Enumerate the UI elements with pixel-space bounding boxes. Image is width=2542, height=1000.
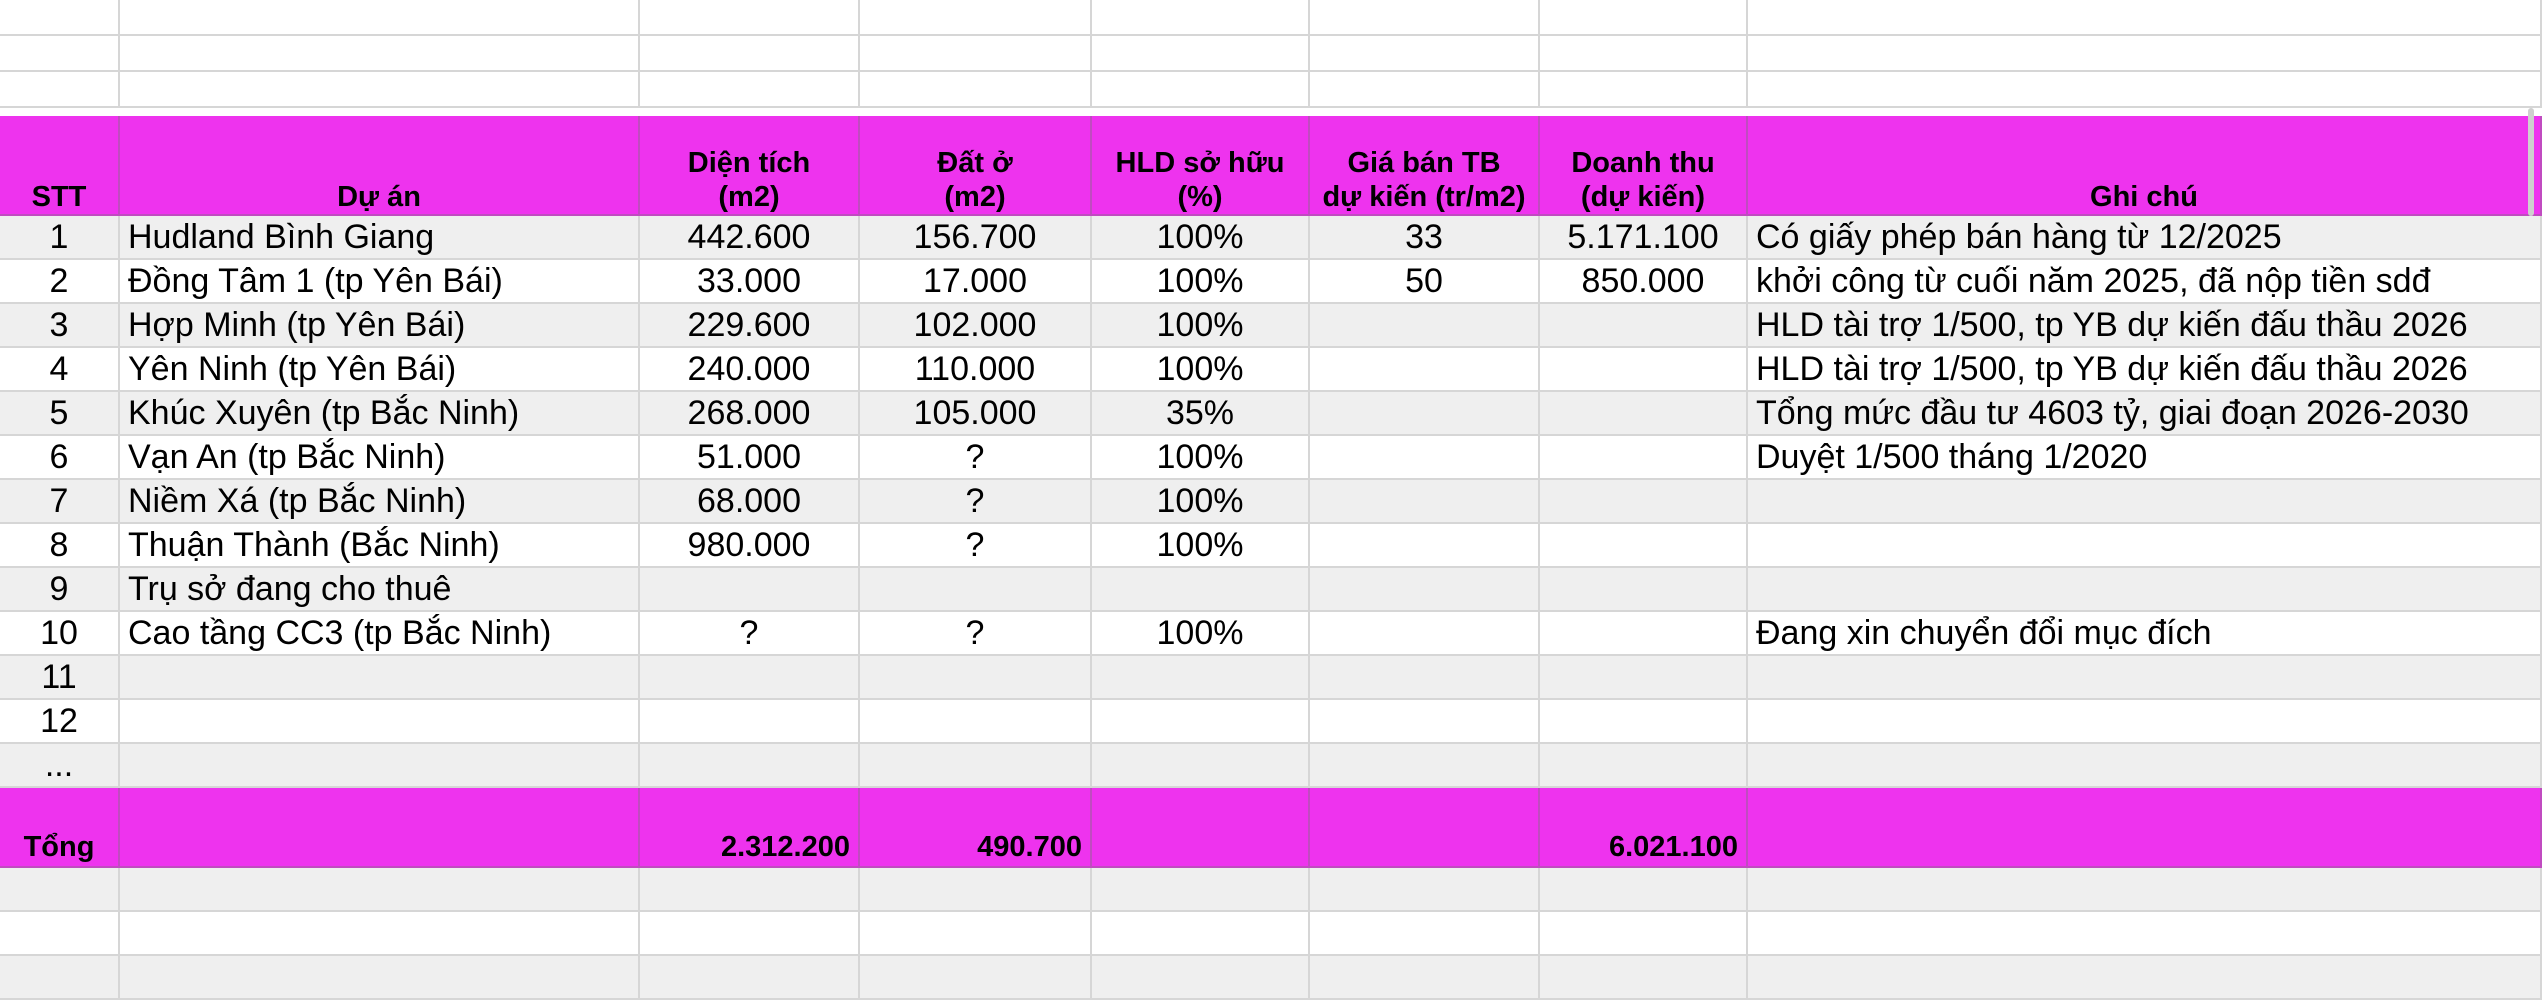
empty-cell[interactable]	[640, 36, 860, 72]
cell-ownership[interactable]	[1092, 348, 1310, 392]
header-cell-ownership[interactable]	[1092, 116, 1310, 216]
total-row	[0, 788, 2542, 868]
header-cell-price[interactable]	[1310, 116, 1540, 216]
cell-revenue-text: 5.171.100	[1567, 218, 1719, 256]
empty-cell[interactable]	[1748, 0, 2542, 36]
cell-area-text: 51.000	[697, 438, 801, 476]
total-cell-residential[interactable]	[860, 788, 1092, 868]
table-row	[0, 392, 2542, 436]
cell-residential-text: ?	[965, 438, 985, 476]
empty-cell[interactable]	[860, 72, 1092, 108]
table-row	[0, 700, 2542, 744]
cell-area-text: 68.000	[697, 482, 801, 520]
cell-price[interactable]	[1310, 348, 1540, 392]
empty-cell[interactable]	[640, 912, 860, 956]
cell-price[interactable]	[1310, 744, 1540, 788]
cell-note[interactable]	[1748, 612, 2542, 656]
table-row	[0, 304, 2542, 348]
cell-project[interactable]	[120, 568, 640, 612]
cell-project[interactable]	[120, 348, 640, 392]
table-row	[0, 216, 2542, 260]
cell-project[interactable]	[120, 436, 640, 480]
empty-cell[interactable]	[1092, 956, 1310, 1000]
cell-stt[interactable]	[0, 700, 120, 744]
cell-stt[interactable]	[0, 436, 120, 480]
cell-project[interactable]	[120, 744, 640, 788]
cell-residential[interactable]	[860, 524, 1092, 568]
empty-cell[interactable]	[1092, 72, 1310, 108]
cell-ownership[interactable]	[1092, 612, 1310, 656]
cell-ownership[interactable]	[1092, 260, 1310, 304]
empty-cell[interactable]	[1540, 0, 1748, 36]
total-cell-revenue[interactable]	[1540, 788, 1748, 868]
cell-residential-text: ?	[965, 526, 985, 564]
total-cell-revenue-text: 6.021.100	[1608, 831, 1738, 863]
cell-ownership[interactable]	[1092, 304, 1310, 348]
cell-revenue[interactable]	[1540, 436, 1748, 480]
cell-area[interactable]	[640, 700, 860, 744]
header-cell-stt-text: STT	[31, 181, 87, 213]
empty-cell[interactable]	[1310, 912, 1540, 956]
empty-cell[interactable]	[1540, 36, 1748, 72]
empty-cell[interactable]	[860, 0, 1092, 36]
header-cell-ownership-text: HLD sở hữu (%)	[1115, 147, 1285, 213]
cell-note-text: HLD tài trợ 1/500, tp YB dự kiến đấu thầu 2026	[1756, 306, 2468, 344]
cell-project[interactable]	[120, 392, 640, 436]
cell-project[interactable]	[120, 524, 640, 568]
cell-area[interactable]	[640, 260, 860, 304]
cell-note[interactable]	[1748, 392, 2542, 436]
cell-revenue[interactable]	[1540, 524, 1748, 568]
cell-area-text: 33.000	[697, 262, 801, 300]
empty-cell[interactable]	[1748, 36, 2542, 72]
cell-residential[interactable]	[860, 744, 1092, 788]
header-cell-project[interactable]	[120, 116, 640, 216]
cell-revenue[interactable]	[1540, 348, 1748, 392]
cell-price[interactable]	[1310, 392, 1540, 436]
cell-revenue[interactable]	[1540, 260, 1748, 304]
cell-area[interactable]	[640, 568, 860, 612]
cell-note-text: Đang xin chuyển đổi mục đích	[1756, 614, 2212, 652]
cell-project[interactable]	[120, 700, 640, 744]
cell-residential[interactable]	[860, 392, 1092, 436]
cell-area-text: 268.000	[687, 394, 811, 432]
empty-cell[interactable]	[1748, 912, 2542, 956]
cell-stt[interactable]	[0, 304, 120, 348]
cell-stt-text: 1	[49, 218, 69, 256]
cell-project-text: Trụ sở đang cho thuê	[128, 570, 452, 608]
total-cell-project[interactable]	[120, 788, 640, 868]
cell-area-text: 980.000	[687, 526, 811, 564]
empty-cell[interactable]	[1310, 0, 1540, 36]
cell-revenue[interactable]	[1540, 700, 1748, 744]
cell-stt-text: 8	[49, 526, 69, 564]
header-row	[0, 116, 2542, 216]
empty-cell[interactable]	[640, 956, 860, 1000]
cell-stt[interactable]	[0, 348, 120, 392]
empty-row	[0, 72, 2542, 108]
cell-residential[interactable]	[860, 216, 1092, 260]
header-cell-area-text: Diện tích (m2)	[687, 147, 811, 213]
cell-price[interactable]	[1310, 568, 1540, 612]
empty-row	[0, 912, 2542, 956]
cell-note[interactable]	[1748, 348, 2542, 392]
table-row	[0, 744, 2542, 788]
cell-stt[interactable]	[0, 392, 120, 436]
empty-cell[interactable]	[1748, 72, 2542, 108]
cell-ownership[interactable]	[1092, 700, 1310, 744]
total-cell-residential-text: 490.700	[977, 831, 1082, 863]
cell-stt[interactable]	[0, 612, 120, 656]
cell-project-text: Vạn An (tp Bắc Ninh)	[128, 438, 446, 476]
cell-project[interactable]	[120, 656, 640, 700]
cell-stt-text: 3	[49, 306, 69, 344]
cell-residential-text: 17.000	[923, 262, 1027, 300]
cell-revenue[interactable]	[1540, 744, 1748, 788]
total-cell-note[interactable]	[1748, 788, 2542, 868]
empty-cell[interactable]	[1540, 72, 1748, 108]
cell-area[interactable]	[640, 524, 860, 568]
cell-price[interactable]	[1310, 612, 1540, 656]
total-cell-area-text: 2.312.200	[720, 831, 850, 863]
empty-cell[interactable]	[1310, 72, 1540, 108]
empty-cell[interactable]	[1092, 0, 1310, 36]
cell-note[interactable]	[1748, 568, 2542, 612]
empty-cell[interactable]	[0, 956, 120, 1000]
cell-price[interactable]	[1310, 436, 1540, 480]
empty-row	[0, 36, 2542, 72]
cell-residential[interactable]	[860, 612, 1092, 656]
total-cell-stt[interactable]	[0, 788, 120, 868]
cell-area[interactable]	[640, 656, 860, 700]
cell-project-text: Thuận Thành (Bắc Ninh)	[128, 526, 500, 564]
cell-stt[interactable]	[0, 216, 120, 260]
header-cell-revenue[interactable]	[1540, 116, 1748, 216]
header-cell-stt[interactable]	[0, 116, 120, 216]
total-cell-ownership[interactable]	[1092, 788, 1310, 868]
empty-cell[interactable]	[860, 912, 1092, 956]
cell-area-text: 442.600	[687, 218, 811, 256]
empty-cell[interactable]	[1748, 956, 2542, 1000]
empty-cell[interactable]	[1540, 912, 1748, 956]
table-row	[0, 348, 2542, 392]
cell-residential-text: ?	[965, 482, 985, 520]
cell-area[interactable]	[640, 480, 860, 524]
header-cell-revenue-text: Doanh thu (dự kiến)	[1571, 147, 1715, 213]
empty-cell[interactable]	[860, 956, 1092, 1000]
empty-cell[interactable]	[1310, 956, 1540, 1000]
cell-price[interactable]	[1310, 700, 1540, 744]
cell-stt-text: ...	[44, 746, 74, 784]
cell-ownership[interactable]	[1092, 480, 1310, 524]
empty-cell[interactable]	[120, 0, 640, 36]
cell-ownership[interactable]	[1092, 656, 1310, 700]
cell-area[interactable]	[640, 348, 860, 392]
cell-stt-text: 6	[49, 438, 69, 476]
cell-revenue[interactable]	[1540, 612, 1748, 656]
cell-price[interactable]	[1310, 260, 1540, 304]
cell-revenue[interactable]	[1540, 656, 1748, 700]
empty-cell[interactable]	[1092, 868, 1310, 912]
header-cell-residential-text: Đất ở (m2)	[937, 147, 1013, 213]
cell-revenue-text: 850.000	[1581, 262, 1705, 300]
cell-note[interactable]	[1748, 304, 2542, 348]
cell-stt-text: 7	[49, 482, 69, 520]
empty-cell[interactable]	[1748, 868, 2542, 912]
empty-cell[interactable]	[1092, 36, 1310, 72]
cell-price-text: 50	[1405, 262, 1443, 300]
cell-ownership[interactable]	[1092, 744, 1310, 788]
cell-area-text: 240.000	[687, 350, 811, 388]
cell-note-text: HLD tài trợ 1/500, tp YB dự kiến đấu thầu 2026	[1756, 350, 2468, 388]
cell-stt-text: 4	[49, 350, 69, 388]
empty-cell[interactable]	[0, 36, 120, 72]
cell-note-text: Có giấy phép bán hàng từ 12/2025	[1756, 218, 2282, 256]
cell-residential-text: ?	[965, 614, 985, 652]
cell-area[interactable]	[640, 436, 860, 480]
empty-cell[interactable]	[860, 868, 1092, 912]
empty-cell[interactable]	[860, 36, 1092, 72]
cell-stt-text: 5	[49, 394, 69, 432]
table-row	[0, 568, 2542, 612]
cell-ownership-text: 100%	[1156, 350, 1244, 388]
cell-area[interactable]	[640, 392, 860, 436]
header-cell-price-text: Giá bán TB dự kiến (tr/m2)	[1322, 147, 1526, 213]
cell-project[interactable]	[120, 304, 640, 348]
cell-ownership-text: 100%	[1156, 218, 1244, 256]
cell-project[interactable]	[120, 216, 640, 260]
empty-row	[0, 0, 2542, 36]
cell-stt[interactable]	[0, 656, 120, 700]
cell-note[interactable]	[1748, 260, 2542, 304]
cell-area-text: ?	[739, 614, 759, 652]
empty-cell[interactable]	[120, 36, 640, 72]
header-cell-residential[interactable]	[860, 116, 1092, 216]
cell-residential[interactable]	[860, 656, 1092, 700]
cell-ownership[interactable]	[1092, 216, 1310, 260]
cell-price[interactable]	[1310, 304, 1540, 348]
cell-stt-text: 11	[41, 658, 77, 696]
cell-residential[interactable]	[860, 700, 1092, 744]
cell-residential[interactable]	[860, 348, 1092, 392]
cell-ownership[interactable]	[1092, 524, 1310, 568]
cell-ownership[interactable]	[1092, 392, 1310, 436]
cell-ownership-text: 100%	[1156, 438, 1244, 476]
cell-stt-text: 12	[40, 702, 78, 740]
empty-cell[interactable]	[640, 72, 860, 108]
header-cell-project-text: Dự án	[337, 181, 421, 213]
cell-note[interactable]	[1748, 524, 2542, 568]
empty-cell[interactable]	[1310, 36, 1540, 72]
cell-ownership[interactable]	[1092, 436, 1310, 480]
cell-note[interactable]	[1748, 216, 2542, 260]
cell-stt[interactable]	[0, 744, 120, 788]
cell-ownership-text: 100%	[1156, 262, 1244, 300]
table-row	[0, 524, 2542, 568]
cell-price[interactable]	[1310, 216, 1540, 260]
empty-cell[interactable]	[0, 868, 120, 912]
cell-price-text: 33	[1405, 218, 1443, 256]
cell-residential[interactable]	[860, 568, 1092, 612]
cell-price[interactable]	[1310, 656, 1540, 700]
empty-cell[interactable]	[0, 0, 120, 36]
header-cell-note[interactable]	[1748, 116, 2542, 216]
cell-revenue[interactable]	[1540, 392, 1748, 436]
cell-stt[interactable]	[0, 260, 120, 304]
total-cell-price[interactable]	[1310, 788, 1540, 868]
cell-ownership-text: 100%	[1156, 614, 1244, 652]
cell-project[interactable]	[120, 612, 640, 656]
cell-revenue[interactable]	[1540, 304, 1748, 348]
empty-cell[interactable]	[1092, 912, 1310, 956]
empty-row	[0, 956, 2542, 1000]
empty-cell[interactable]	[120, 868, 640, 912]
empty-cell[interactable]	[120, 956, 640, 1000]
cell-project-text: Khúc Xuyên (tp Bắc Ninh)	[128, 394, 520, 432]
empty-cell[interactable]	[120, 72, 640, 108]
cell-project[interactable]	[120, 480, 640, 524]
cell-project-text: Đồng Tâm 1 (tp Yên Bái)	[128, 262, 503, 300]
cell-residential[interactable]	[860, 436, 1092, 480]
cell-price[interactable]	[1310, 480, 1540, 524]
cell-residential-text: 102.000	[913, 306, 1037, 344]
cell-residential-text: 156.700	[913, 218, 1037, 256]
cell-project-text: Hợp Minh (tp Yên Bái)	[128, 306, 466, 344]
header-cell-area[interactable]	[640, 116, 860, 216]
empty-cell[interactable]	[120, 912, 640, 956]
table-row	[0, 480, 2542, 524]
cell-area[interactable]	[640, 304, 860, 348]
table-row	[0, 260, 2542, 304]
cell-stt[interactable]	[0, 568, 120, 612]
cell-note[interactable]	[1748, 436, 2542, 480]
empty-row	[0, 868, 2542, 912]
empty-cell[interactable]	[640, 868, 860, 912]
cell-price[interactable]	[1310, 524, 1540, 568]
total-cell-stt-text: Tổng	[23, 831, 95, 863]
cell-stt[interactable]	[0, 524, 120, 568]
header-cell-note-text: Ghi chú	[2090, 181, 2198, 213]
cell-residential[interactable]	[860, 260, 1092, 304]
cell-project-text: Cao tầng CC3 (tp Bắc Ninh)	[128, 614, 552, 652]
cell-stt-text: 10	[40, 614, 78, 652]
empty-cell[interactable]	[0, 912, 120, 956]
cell-area[interactable]	[640, 612, 860, 656]
cell-note[interactable]	[1748, 480, 2542, 524]
cell-note-text: Tổng mức đầu tư 4603 tỷ, giai đoạn 2026-2030	[1756, 394, 2469, 432]
cell-ownership-text: 100%	[1156, 526, 1244, 564]
empty-cell[interactable]	[0, 72, 120, 108]
cell-area[interactable]	[640, 216, 860, 260]
empty-cell[interactable]	[1540, 868, 1748, 912]
empty-cell[interactable]	[1540, 956, 1748, 1000]
cell-project-text: Yên Ninh (tp Yên Bái)	[128, 350, 457, 388]
table-row	[0, 436, 2542, 480]
cell-note[interactable]	[1748, 656, 2542, 700]
cell-stt-text: 9	[49, 570, 69, 608]
cell-residential[interactable]	[860, 480, 1092, 524]
cell-ownership-text: 100%	[1156, 306, 1244, 344]
empty-cell[interactable]	[640, 0, 860, 36]
cell-note[interactable]	[1748, 744, 2542, 788]
cell-revenue[interactable]	[1540, 568, 1748, 612]
vertical-scrollbar[interactable]	[2528, 108, 2534, 216]
cell-area-text: 229.600	[687, 306, 811, 344]
cell-project-text: Niềm Xá (tp Bắc Ninh)	[128, 482, 467, 520]
empty-cell[interactable]	[1310, 868, 1540, 912]
cell-stt[interactable]	[0, 480, 120, 524]
cell-residential[interactable]	[860, 304, 1092, 348]
cell-ownership-text: 35%	[1165, 394, 1235, 432]
cell-note-text: khởi công từ cuối năm 2025, đã nộp tiền sdđ	[1756, 262, 2431, 300]
cell-project[interactable]	[120, 260, 640, 304]
cell-residential-text: 110.000	[914, 350, 1036, 388]
cell-revenue[interactable]	[1540, 216, 1748, 260]
cell-project-text: Hudland Bình Giang	[128, 218, 435, 256]
cell-note-text: Duyệt 1/500 tháng 1/2020	[1756, 438, 2148, 476]
cell-stt-text: 2	[49, 262, 69, 300]
cell-note[interactable]	[1748, 700, 2542, 744]
cell-residential-text: 105.000	[913, 394, 1037, 432]
cell-ownership-text: 100%	[1156, 482, 1244, 520]
cell-revenue[interactable]	[1540, 480, 1748, 524]
cell-ownership[interactable]	[1092, 568, 1310, 612]
table-row	[0, 612, 2542, 656]
total-cell-area[interactable]	[640, 788, 860, 868]
table-row	[0, 656, 2542, 700]
cell-area[interactable]	[640, 744, 860, 788]
